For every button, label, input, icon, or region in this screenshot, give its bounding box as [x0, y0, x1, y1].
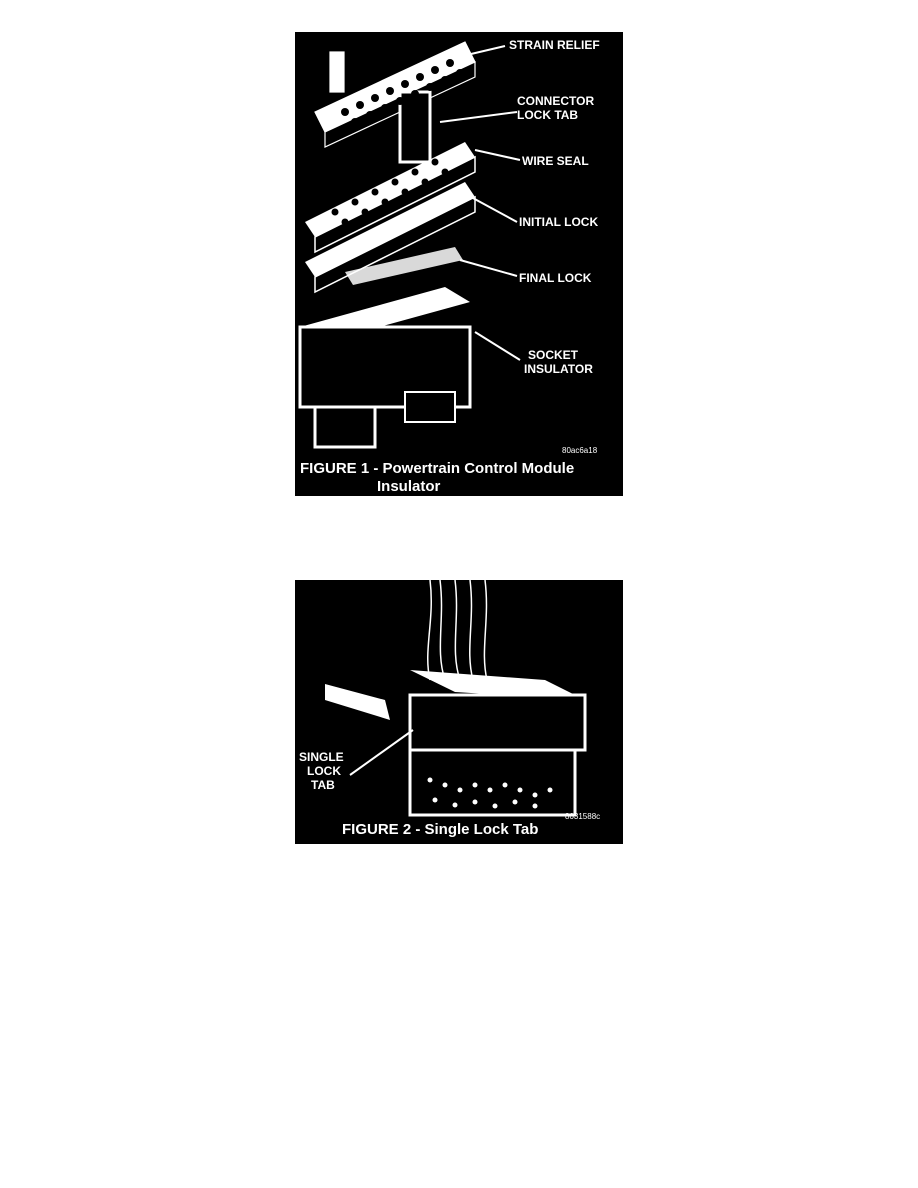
single-lock-tab-callout-line1: SINGLE [299, 750, 344, 764]
connector-lock-tab-callout-line2: LOCK TAB [517, 108, 579, 122]
figure-1-pcm-insulator [295, 32, 623, 496]
wire-seal-callout: WIRE SEAL [522, 154, 589, 168]
figure-1-caption-line2: Insulator [377, 478, 441, 495]
figure-2-caption: FIGURE 2 - Single Lock Tab [342, 821, 539, 838]
figure-2-image-code: 8031588c [565, 812, 601, 821]
figure-2-single-lock-tab [295, 580, 623, 844]
figure-1-image-code: 80ac6a18 [562, 446, 598, 455]
final-lock-callout: FINAL LOCK [519, 271, 592, 285]
figure-1-caption-line1: FIGURE 1 - Powertrain Control Module [300, 460, 575, 477]
connector-single-lock-tab-illustration [295, 580, 623, 844]
strain-relief-callout: STRAIN RELIEF [509, 38, 600, 52]
socket-insulator-callout-line1: SOCKET [528, 348, 579, 362]
single-lock-tab-callout-line3: TAB [311, 778, 335, 792]
initial-lock-callout: INITIAL LOCK [519, 215, 599, 229]
single-lock-tab-callout-line2: LOCK [307, 764, 341, 778]
socket-insulator-callout-line2: INSULATOR [524, 362, 593, 376]
connector-lock-tab-callout-line1: CONNECTOR [517, 94, 595, 108]
